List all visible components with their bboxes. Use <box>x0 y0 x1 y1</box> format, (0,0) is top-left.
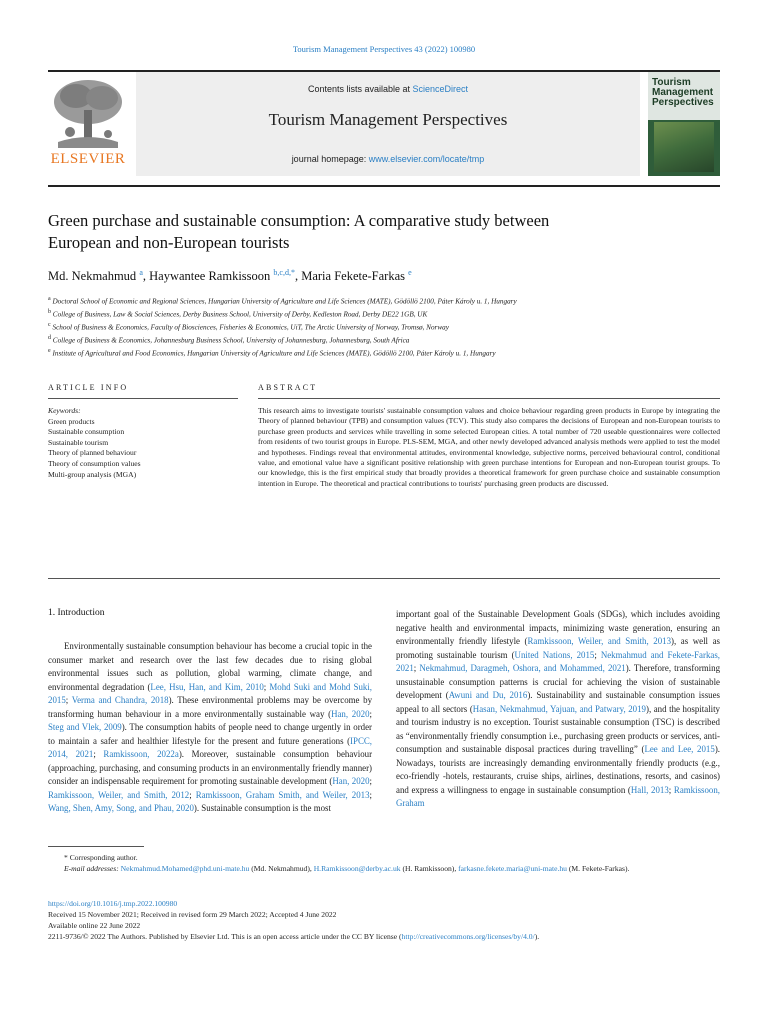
body-text: ), as well as promoting sustainable tourism ( <box>396 636 720 660</box>
body-text: ; <box>668 784 674 795</box>
available-online: Available online 22 June 2022 <box>48 921 141 930</box>
keywords-block <box>48 406 238 480</box>
abstract-end-rule <box>48 578 720 579</box>
journal-cover[interactable] <box>648 72 720 176</box>
publication-info <box>48 898 720 942</box>
citation-link[interactable]: Lee and Lee, 2015 <box>644 744 715 754</box>
license-link[interactable]: http://creativecommons.org/licenses/by/4.0/ <box>401 932 535 941</box>
author-list: Md. Nekmahmud $^a$, Haywantee Ramkissoon $^{b,c,d,*}$, Maria Fekete-Farkas $^e$ <box>48 268 412 284</box>
cover-title: Tourism Management Perspectives <box>652 77 714 108</box>
body-text: ). Nowadays, tourists are increasingly demanding environmentally friendly products (e.g., eco-friendly -hotels, restaurants, cruise ships, airlines, destinations, resorts, and casinos) and express a willingness to engage in sustainable consumption ( <box>396 744 720 795</box>
body-text: ; <box>369 708 372 719</box>
body-text: ; <box>93 749 104 759</box>
citation-link[interactable]: Ramkissoon, 2022a <box>103 749 179 759</box>
citation-link[interactable]: United Nations, 2015 <box>514 649 595 660</box>
body-column-left <box>48 640 372 816</box>
citation-link[interactable]: Verma and Chandra, 2018 <box>71 695 169 705</box>
body-text: ; <box>263 681 270 692</box>
affiliation-item: $^a$ Doctoral School of Economic and Regional Sciences, Hungarian University of Agriculture and Life Sciences (MATE), Gödöllö 2100, Páter Károly u. 1, Hungary <box>48 296 517 306</box>
homepage-link[interactable]: www.elsevier.com/locate/tmp <box>368 154 485 164</box>
journal-banner <box>48 68 720 178</box>
journal-header-box <box>136 72 640 176</box>
citation-link[interactable]: Mohd Suki and Mohd Suki, 2015 <box>48 681 373 705</box>
body-text: ). These environmental problems may be overcome by transforming human behaviour in a more environmentally sustainable way ( <box>48 695 373 719</box>
citation-link[interactable]: Nekmahmud, Daragmeh, Oshora, and Mohammed, 2021 <box>419 663 626 673</box>
body-text: ). The consumption habits of people need to change urgently in order to maintain a safer and healthier lifestyle for the present and future generations ( <box>48 722 373 746</box>
email-addresses: E-mail addresses: Nekmahmud.Mohamed@phd.uni-mate.hu (Md. Nekmahmud), H.Ramkissoon@derby.ac.uk (H. Ramkissoon), farkasne.fekete.maria@uni-mate.hu (M. Fekete-Farkas). <box>64 864 630 873</box>
body-text: ). Sustainable consumption is the most <box>193 803 331 813</box>
citation-link[interactable]: Ramkissoon, Graham Smith, and Weiler, 2013 <box>195 789 370 800</box>
affiliation-item: $^d$ College of Business & Economics, Johannesburg Business School, University of Johannesburg, Johannesburg, South Africa <box>48 334 410 345</box>
abstract-text: This research aims to investigate tourists' sustainable consumption values and choice behaviour regarding green products in Europe by integrating the Theory of planned behaviour (TPB) and consumption values (TCV). This study also compares the decisions of European and non-European tourists to purchase green products and services while travelling in some selected European cities. A total number of 720 useable questionnaires were collected from residents of two tourist groups in Europe. PLS-SEM, MGA, and other newly developed advanced analysis methods were applied to test the model and hypotheses. Findings reveal that environmental attitudes, environmental knowledge, subjective norms, perceived behavioural control, conditional value, and emotional value have a significant positive relationship with green purchase intentions for European and non-European tourist groups. To our knowledge, this is the first empirical study that broadly provides a theoretical framework for green purchase choice and sustainable consumption intention in Europe. The theoretical and practical contributions to tourists' purchasing green products are discussed. <box>258 406 720 488</box>
author-affil-marker[interactable]: e <box>408 268 412 277</box>
article-info-rule <box>48 398 238 399</box>
citation-link[interactable]: Ramkissoon, Graham <box>396 784 721 808</box>
email-link[interactable]: Nekmahmud.Mohamed@phd.uni-mate.hu <box>120 864 250 873</box>
body-text: ). Sustainability and sustainable consumption issues appeal to all sectors ( <box>396 690 721 714</box>
citation-link[interactable]: Ramkissoon, Weiler, and Smith, 2012 <box>48 789 190 800</box>
article-info-heading: ARTICLE INFO <box>48 383 129 392</box>
citation-link[interactable]: Steg and Vlek, 2009 <box>48 722 122 732</box>
doi-link[interactable]: https://doi.org/10.1016/j.tmp.2022.100980 <box>48 899 178 908</box>
citation-link[interactable]: Lee, Hsu, Han, and Kim, 2010 <box>150 681 264 692</box>
keyword-item: Green products <box>48 416 95 426</box>
keyword-item: Sustainable tourism <box>48 437 109 447</box>
contents-line: Contents lists available at ScienceDirect <box>307 84 469 94</box>
sciencedirect-link[interactable]: ScienceDirect <box>412 84 469 94</box>
citation-link[interactable]: Ramkissoon, Weiler, and Smith, 2013 <box>527 636 672 646</box>
citation-link[interactable]: Hall, 2013 <box>630 784 669 795</box>
keyword-item: Multi-group analysis (MGA) <box>48 469 137 479</box>
publisher-name: ELSEVIER <box>50 151 126 167</box>
citation-link[interactable]: Han, 2020 <box>332 776 370 786</box>
citation-link[interactable]: IPCC, 2014, 2021 <box>48 735 372 759</box>
body-text: ). Moreover, sustainable consumption behaviour (approaching, purchasing, and consuming products in an environmentally friendly manner) consider an indispensable requirement for promoting sustainable development ( <box>48 749 373 786</box>
body-text: Environmentally sustainable consumption behaviour has become a crucial topic in the consumer market and research over the last few decades due to rising global environmental issues such as pollution, global warming, climate change, and environmental degradation ( <box>48 641 372 692</box>
keyword-item: Theory of consumption values <box>48 458 141 468</box>
body-text: ; <box>413 663 420 673</box>
homepage-line: journal homepage: www.elsevier.com/locate/tmp <box>291 154 485 164</box>
footnotes <box>48 852 720 874</box>
abstract-heading: ABSTRACT <box>258 383 318 392</box>
body-text: ; <box>369 776 372 786</box>
section-heading-introduction: 1. Introduction <box>48 608 105 618</box>
banner-bottom-rule <box>48 185 720 187</box>
citation-link[interactable]: Hasan, Nekmahmud, Yajuan, and Patwary, 2019 <box>472 703 646 714</box>
author-affil-marker[interactable]: b,c,d,* <box>273 268 295 277</box>
body-text: ; <box>65 695 72 705</box>
keyword-item: Theory of planned behaviour <box>48 448 137 458</box>
citation-link[interactable]: Han, 2020 <box>331 708 370 719</box>
corresponding-author-note: * Corresponding author. <box>64 853 138 862</box>
intro-paragraph-right <box>396 608 720 811</box>
citation-link[interactable]: Nekmahmud and Fekete-Farkas, 2021 <box>396 649 720 673</box>
body-text: important goal of the Sustainable Development Goals (SDGs), which includes avoiding negative health and environmental impacts, minimizing waste generation, ensuring an environmentally friendly lifestyle ( <box>396 609 720 646</box>
abstract-rule <box>258 398 720 399</box>
keyword-item: Sustainable consumption <box>48 427 125 437</box>
received-dates: Received 15 November 2021; Received in revised form 29 March 2022; Accepted 4 June 2022 <box>48 910 337 919</box>
affiliation-item: $^e$ Institute of Agricultural and Food Economics, Hungarian University of Agriculture and Life Sciences (MATE), Gödöllö 2100, Páter Károly u. 1, Hungary <box>48 347 496 357</box>
article-title: Green purchase and sustainable consumption: A comparative study between European and non-European tourists <box>48 211 550 252</box>
body-text: ; <box>594 649 601 660</box>
running-head[interactable]: Tourism Management Perspectives 43 (2022) 100980 <box>292 44 476 54</box>
affiliation-item: $^b$ College of Business, Law & Social Sciences, Derby Business School, University of Derby, Kedleston Road, Derby DE22 1GB, UK <box>48 308 428 319</box>
body-text: ; <box>189 789 196 800</box>
intro-paragraph-left <box>48 640 372 816</box>
author-name[interactable]: Maria Fekete-Farkas <box>301 269 405 284</box>
author-name[interactable]: Md. Nekmahmud <box>48 269 137 284</box>
affiliation-item: $^c$ School of Business & Economics, Faculty of Biosciences, Fisheries & Economics, UiT, The Arctic University of Norway, Tromsø, Norway <box>48 321 449 332</box>
affiliations <box>48 294 720 358</box>
author-name[interactable]: Haywantee Ramkissoon <box>149 269 271 284</box>
email-link[interactable]: farkasne.fekete.maria@uni-mate.hu <box>458 864 567 873</box>
elsevier-logo[interactable] <box>48 76 128 168</box>
journal-title[interactable]: Tourism Management Perspectives <box>268 110 508 129</box>
citation-link[interactable]: Awuni and Du, 2016 <box>448 690 528 700</box>
author-affil-marker[interactable]: a <box>139 268 143 277</box>
elsevier-tree-icon <box>48 76 128 150</box>
body-text: ; <box>369 789 372 800</box>
body-column-right <box>396 608 720 811</box>
email-link[interactable]: H.Ramkissoon@derby.ac.uk <box>313 864 401 873</box>
footnote-rule <box>48 846 144 847</box>
citation-link[interactable]: Wang, Shen, Amy, Song, and Phau, 2020 <box>48 803 194 813</box>
keywords-label: Keywords: <box>48 406 81 415</box>
cover-image <box>654 122 714 172</box>
body-text: ), and the hospitality and tourism industry is no exception. Tourist sustainable consumption (TSC) is described as “environmentally friendly consumption i.e., purchasing green products or services, anti-consumption and sustainable disposal practices during travelling” ( <box>396 703 720 754</box>
body-text: ). Therefore, transforming unsustainable consumption patterns is crucial for achieving the vision of sustainable development ( <box>396 663 721 700</box>
license-line: 2211-9736/© 2022 The Authors. Published by Elsevier Ltd. This is an open access article under the CC BY license (http://creativecommons.org/licenses/by/4.0/). <box>48 932 540 941</box>
